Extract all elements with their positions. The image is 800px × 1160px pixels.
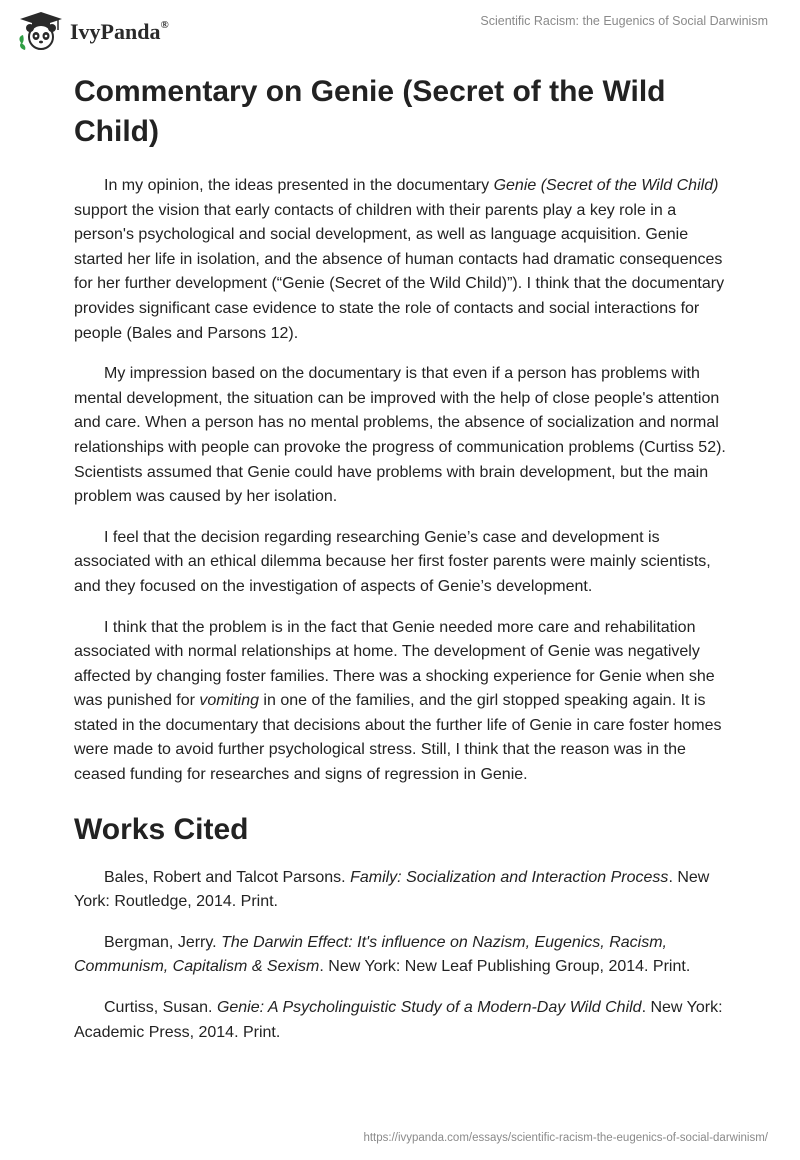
citation-item: Curtiss, Susan. Genie: A Psycholinguistic Study of a Modern-Day Wild Child. New York: Academic Press, 2014. Print. — [74, 999, 723, 1041]
footer-source-url[interactable]: https://ivypanda.com/essays/scientific-racism-the-eugenics-of-social-darwinism/ — [363, 1132, 768, 1144]
works-cited-heading: Works Cited — [74, 812, 249, 846]
essay-content — [74, 72, 726, 1061]
paragraph-4: I think that the problem is in the fact that Genie needed more care and rehabilitation associated with normal relationships at home. The development of Genie was negatively affected by changing foster families. There was a shocking experience for Genie when she was punished for vomiting in one of the families, and the girl stopped speaking again. It is stated in the documentary that decisions about the further life of Genie in care foster homes were made to avoid further psychological stress. Still, I think that the reason was in the ceased funding for researches and signs of regression in Genie. — [74, 618, 722, 784]
citation-item: Bales, Robert and Talcot Parsons. Family: Socialization and Interaction Process. New York: Routledge, 2014. Print. — [74, 868, 710, 911]
page-header — [0, 0, 800, 60]
document-header-title: Scientific Racism: the Eugenics of Social Darwinism — [480, 14, 768, 28]
logo[interactable] — [16, 10, 169, 52]
essay-title: Commentary on Genie (Secret of the Wild Child) — [74, 75, 666, 148]
brand-name: IvyPanda® — [70, 18, 169, 44]
citation-item: Bergman, Jerry. The Darwin Effect: It's influence on Nazism, Eugenics, Racism, Communism, Capitalism & Sexism. New York: New Leaf Publishing Group, 2014. Print. — [74, 933, 691, 976]
paragraph-3: I feel that the decision regarding researching Genie’s case and development is associated with an ethical dilemma because her first foster parents were mainly scientists, and they focused on the investigation of aspects of Genie’s development. — [74, 528, 711, 595]
panda-graduate-icon — [16, 10, 66, 52]
paragraph-1: In my opinion, the ideas presented in the documentary Genie (Secret of the Wild Child) support the vision that early contacts of children with their parents play a key role in a person's psychological and social development, as well as language acquisition. Genie started her life in isolation, and the absence of human contacts had dramatic consequences for her further development (“Genie (Secret of the Wild Child)”). I think that the documentary provides significant case evidence to state the role of contacts and social interactions for people (Bales and Parsons 12). — [74, 177, 725, 342]
paragraph-2: My impression based on the documentary is that even if a person has problems with mental development, the situation can be improved with the help of close people's attention and care. When a person has no mental problems, the absence of socialization and normal relationships with people can provoke the progress of communication problems (Curtiss 52). Scientists assumed that Genie could have problems with brain development, but the main problem was caused by her isolation. — [74, 365, 726, 506]
